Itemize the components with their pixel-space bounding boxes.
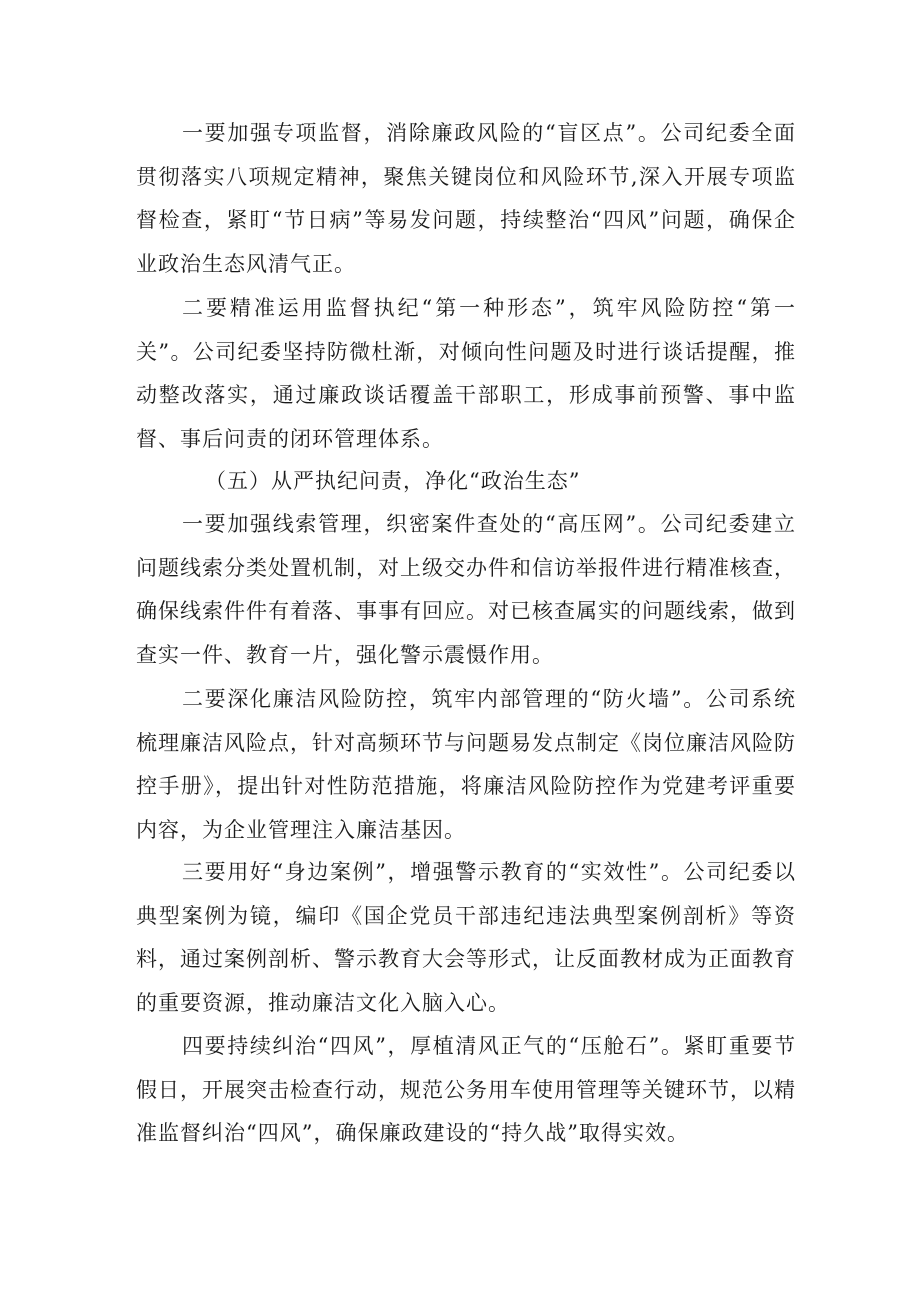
paragraph-special-supervision: 一要加强专项监督，消除廉政风险的“盲区点”。公司纪委全面贯彻落实八项规定精神，聚焦关键岗位和风险环节,深入开展专项监督检查，紧盯“节日病”等易发问题，持续整治“四风”问题，确保企业政治生态风清气正。 — [136, 121, 796, 276]
paragraph-warning-education: 三要用好“身边案例”，增强警示教育的“实效性”。公司纪委以典型案例为镜，编印《国企党员干部违纪违法典型案例剖析》等资料，通过案例剖析、警示教育大会等形式，让反面教材成为正面教育的重要资源，推动廉洁文化入脑入心。 — [136, 860, 796, 1015]
paragraph-clue-management: 一要加强线索管理，织密案件查处的“高压网”。公司纪委建立问题线索分类处置机制，对上级交办件和信访举报件进行精准核查，确保线索件件有着落、事事有回应。对已核查属实的问题线索，做到查实一件、教育一片，强化警示震慑作用。 — [136, 512, 796, 667]
section-heading-five: （五）从严执纪问责，净化“政治生态” — [205, 469, 581, 493]
paragraph-first-form: 二要精准运用监督执纪“第一种形态”，筑牢风险防控“第一关”。公司纪委坚持防微杜渐，对倾向性问题及时进行谈话提醒，推动整改落实，通过廉政谈话覆盖干部职工，形成事前预警、事中监督、事后问责的闭环管理体系。 — [136, 296, 796, 451]
paragraph-four-styles: 四要持续纠治“四风”，厚植清风正气的“压舱石”。紧盯重要节假日，开展突击检查行动，规范公务用车使用管理等关键环节，以精准监督纠治“四风”，确保廉政建设的“持久战”取得实效。 — [136, 1034, 796, 1145]
paragraph-risk-prevention: 二要深化廉洁风险防控，筑牢内部管理的“防火墙”。公司系统梳理廉洁风险点，针对高频环节与问题易发点制定《岗位廉洁风险防控手册》，提出针对性防范措施，将廉洁风险防控作为党建考评重要内容，为企业管理注入廉洁基因。 — [136, 687, 796, 842]
